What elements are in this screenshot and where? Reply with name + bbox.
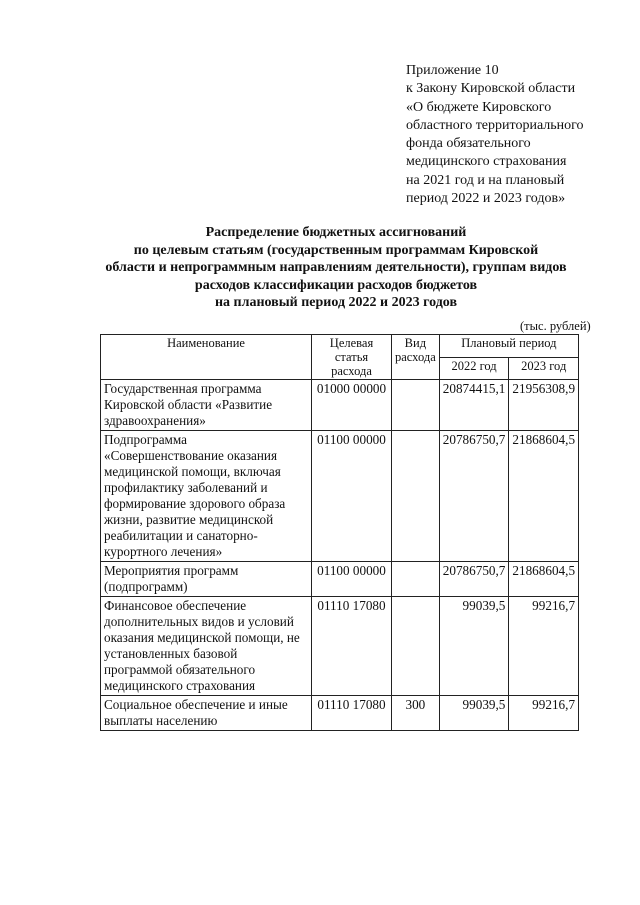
row-name: Финансовое обеспечение дополнительных видов и условий оказания медицинской помощи, не установленных базовой программой обязательного медицинского страхования — [101, 597, 312, 696]
appendix-line: Приложение 10 — [406, 63, 499, 78]
row-kind: 300 — [392, 696, 440, 731]
header-year-2022: 2022 год — [439, 357, 509, 380]
appendix-line: период 2022 и 2023 годов» — [406, 191, 566, 207]
title-line: по целевым статьям (государственным программам Кировской — [133, 242, 539, 258]
row-name: Государственная программа Кировской области «Развитие здравоохранения» — [101, 380, 312, 431]
appendix-line: на 2021 год и на плановый — [406, 172, 565, 188]
header-name: Наименование — [101, 335, 312, 380]
title-line: области и непрограммным направлениям деятельности), группам видов — [105, 260, 567, 276]
row-code: 01100 00000 — [312, 431, 392, 562]
appendix-line: областного территориального — [406, 117, 584, 133]
row-2022: 20874415,1 — [439, 380, 509, 431]
row-name: Социальное обеспечение и иные выплаты населению — [101, 696, 312, 731]
row-2023: 21868604,5 — [509, 562, 579, 597]
header-row — [101, 335, 579, 358]
row-2023: 21956308,9 — [509, 380, 579, 431]
title-line: на плановый период 2022 и 2023 годов — [214, 295, 458, 311]
row-name: Подпрограмма «Совершенствование оказания медицинской помощи, включая профилактику заболеваний и формирование здорового образа жизни, развитие медицинской реабилитации и санаторно-курортного лечения» — [101, 431, 312, 562]
row-2022: 20786750,7 — [439, 562, 509, 597]
appendix-line: фонда обязательного — [406, 136, 531, 152]
row-2022: 20786750,7 — [439, 431, 509, 562]
header-code: Целевая статья расхода — [312, 335, 392, 380]
budget-table — [100, 334, 579, 731]
title-line: Распределение бюджетных ассигнований — [205, 225, 467, 240]
table-row — [101, 380, 579, 431]
row-kind — [392, 380, 440, 431]
row-2023: 21868604,5 — [509, 431, 579, 562]
appendix-note — [406, 62, 631, 208]
row-kind — [392, 597, 440, 696]
appendix-line: к Закону Кировской области — [406, 81, 576, 97]
row-kind — [392, 431, 440, 562]
table-row — [101, 696, 579, 731]
units-label: (тыс. рублей) — [520, 319, 591, 333]
row-kind — [392, 562, 440, 597]
row-2022: 99039,5 — [439, 597, 509, 696]
table-row — [101, 597, 579, 696]
header-year-2023: 2023 год — [509, 357, 579, 380]
row-code: 01110 17080 — [312, 597, 392, 696]
document-title — [60, 224, 612, 312]
row-code: 01100 00000 — [312, 562, 392, 597]
table-row — [101, 562, 579, 597]
header-kind: Вид расхода — [392, 335, 440, 380]
row-name: Мероприятия программ (подпрограмм) — [101, 562, 312, 597]
appendix-line: медицинского страхования — [406, 154, 567, 170]
header-period: Плановый период — [439, 335, 578, 358]
title-line: расходов классификации расходов бюджетов — [194, 277, 478, 293]
table-row — [101, 431, 579, 562]
row-2023: 99216,7 — [509, 597, 579, 696]
appendix-line: «О бюджете Кировского — [406, 99, 552, 115]
row-2023: 99216,7 — [509, 696, 579, 731]
row-code: 01110 17080 — [312, 696, 392, 731]
row-2022: 99039,5 — [439, 696, 509, 731]
row-code: 01000 00000 — [312, 380, 392, 431]
